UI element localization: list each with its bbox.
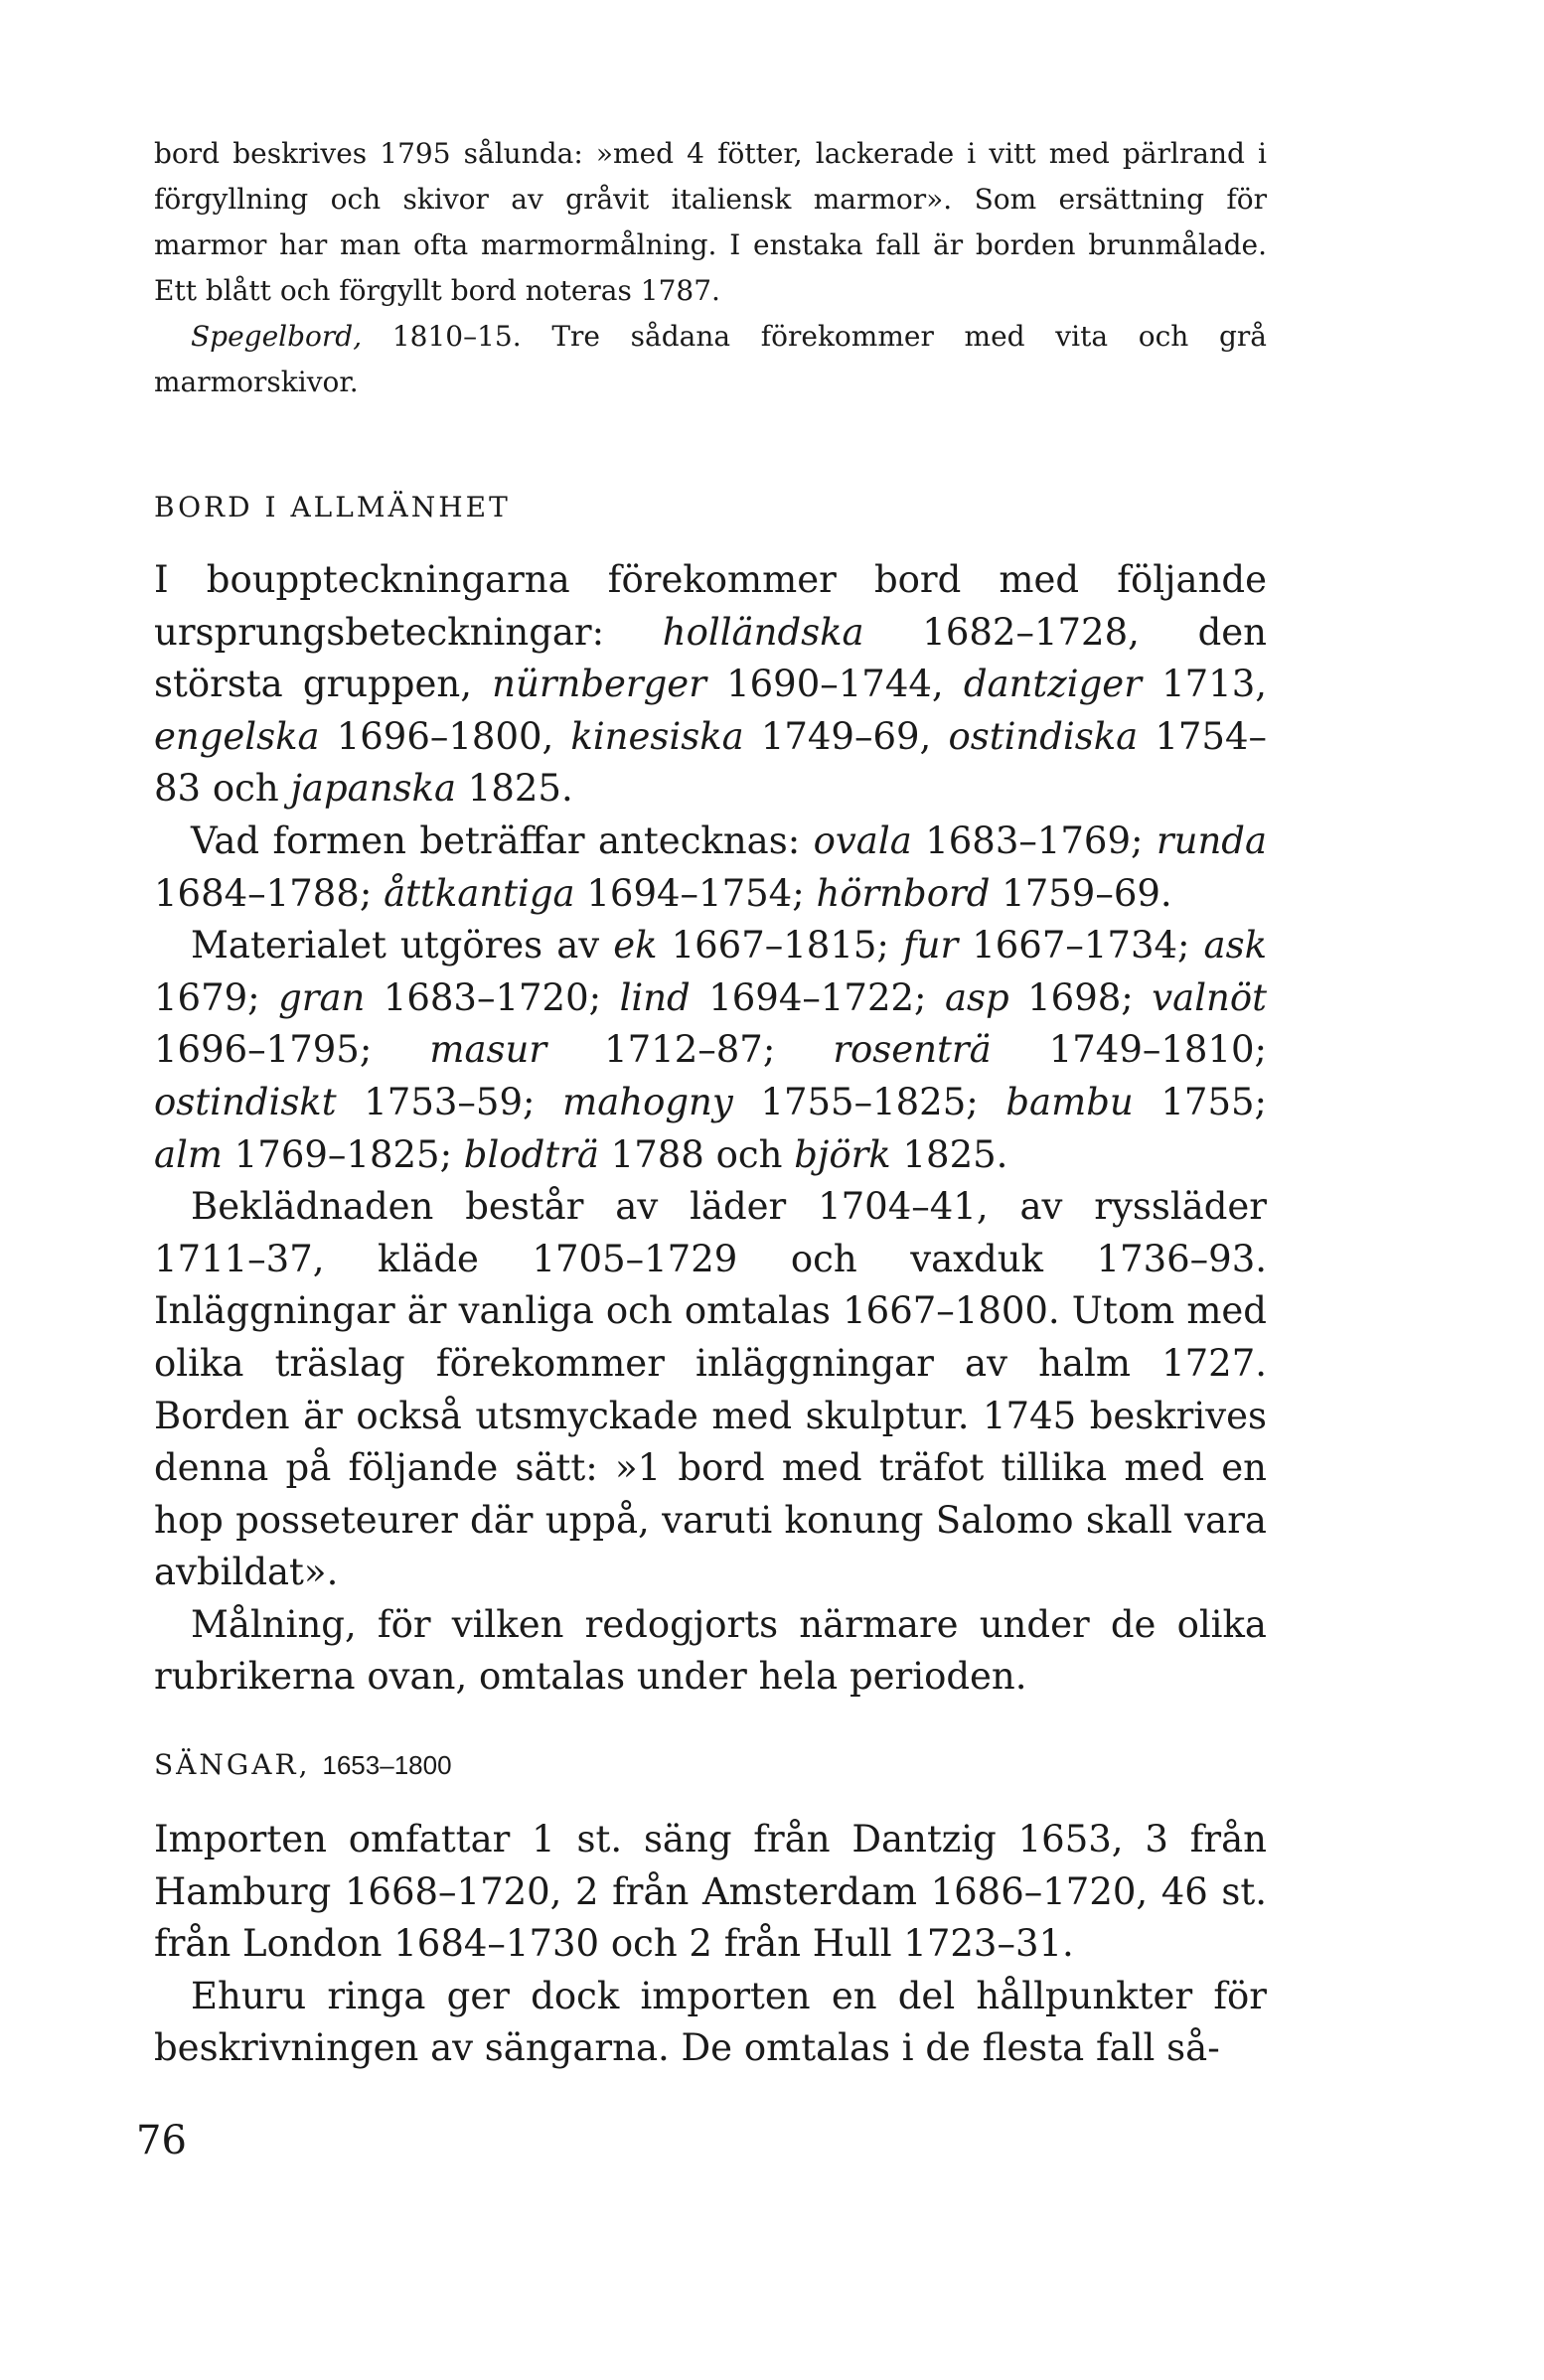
intro-text (154, 131, 1267, 405)
intro-paragraph: bord beskrives 1795 sålunda: »med 4 fötter, lackerade i vitt med pärlrand i förgyllning och skivor av gråvit italiensk marmor». Som ersättning för marmor har man ofta marmormålning. I enstaka fall är borden brunmålade. Ett blått och förgyllt bord noteras 1787. (154, 137, 1267, 307)
sangar-import-paragraph: Importen omfattar 1 st. säng från Dantzig 1653, 3 från Hamburg 1668–1720, 2 från Amsterdam 1686–1720, 46 st. från London 1684–1730 och 2 från Hull 1723–31. (154, 1818, 1267, 1966)
bord-material-paragraph: Materialet utgöres av ek 1667–1815; fur 1667–1734; ask 1679; gran 1683–1720; lind 1694–1722; asp 1698; valnöt 1696–1795; masur 1712–87; rosenträ 1749–1810; ostindiskt 1753–59; mahogny 1755–1825; bambu 1755; alm 1769–1825; blodträ 1788 och björk 1825. (154, 924, 1268, 1176)
bord-section-text (154, 554, 1267, 1704)
bord-covering-paragraph: Beklädnaden består av läder 1704–41, av ryssläder 1711–37, kläde 1705–1729 och vaxduk 1736–93. Inläggningar är vanliga och omtalas 1667–1800. Utom med olika träslag förekommer inläggningar av halm 1727. Borden är också utsmyckade med skulptur. 1745 beskrives denna på följande sätt: »1 bord med träfot tillika med en hop posseteurer där uppå, varuti konung Salomo skall vara avbildat». (154, 1185, 1267, 1594)
section-heading-sangar: SÄNGAR, 1653–1800 (154, 1748, 452, 1781)
bord-origin-paragraph: I bouppteckningarna förekommer bord med följande ursprungsbeteckningar: holländska 1682–1728, den största gruppen, nürnberger 1690–1744, dantziger 1713, engelska 1696–1800, kinesiska 1749–69, ostindiska 1754–83 och japanska 1825. (154, 558, 1267, 811)
page-number: 76 (136, 2118, 187, 2163)
spegelbord-paragraph: Spegelbord, 1810–15. Tre sådana förekommer med vita och grå marmorskivor. (154, 320, 1267, 398)
sangar-section-text (154, 1814, 1267, 2075)
sangar-description-paragraph: Ehuru ringa ger dock importen en del hållpunkter för beskrivningen av sängarna. De omtalas i de flesta fall så- (154, 1974, 1267, 2070)
section-heading-bord: BORD I ALLMÄNHET (154, 491, 511, 523)
bord-form-paragraph: Vad formen beträffar antecknas: ovala 1683–1769; runda 1684–1788; åttkantiga 1694–1754; hörnbord 1759–69. (154, 818, 1268, 915)
bord-painting-paragraph: Målning, för vilken redogjorts närmare under de olika rubrikerna ovan, omtalas under hela perioden. (154, 1602, 1267, 1699)
